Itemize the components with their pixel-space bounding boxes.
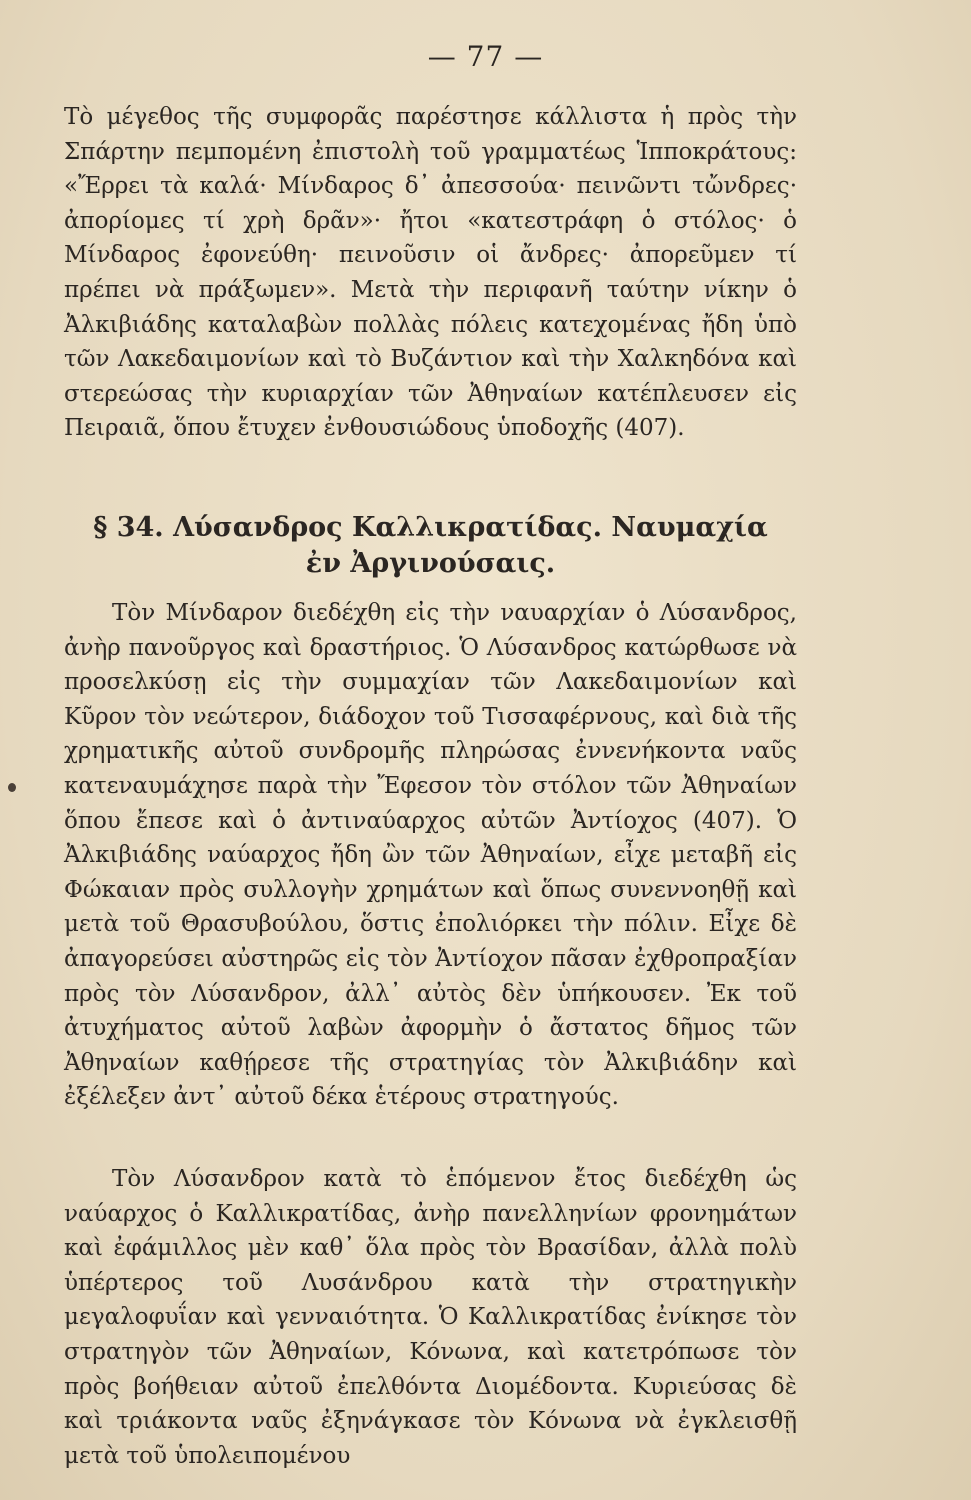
paragraph-1: Τὸ μέγεθος τῆς συμφορᾶς παρέστησε κάλλιστα ἡ πρὸς τὴν Σπάρτην πεμπομένη ἐπιστολὴ τοῦ γραμματέως Ἱπποκράτους: «Ἔρρει τὰ καλά· Μίνδαρος δ᾽ ἀπεσσούα· πεινῶντι τὤνδρες· ἀπορίομες τί χρὴ δρᾶν»· ἤτοι «κατεστράφη ὁ στόλος· ὁ Μίνδαρος ἐφονεύθη· πεινοῦσιν οἱ ἄνδρες· ἀπορεῦμεν τί πρέπει νὰ πράξωμεν». Μετὰ τὴν περιφανῆ ταύτην νίκην ὁ Ἀλκιβιάδης καταλαβὼν πολλὰς πόλεις κατεχομένας ἤδη ὑπὸ τῶν Λακεδαιμονίων καὶ τὸ Βυζάντιον καὶ τὴν Χαλκηδόνα καὶ στερεώσας τὴν κυριαρχίαν τῶν Ἀθηναίων κατέπλευσεν εἰς Πειραιᾶ, ὅπου ἔτυχεν ἐνθουσιώδους ὑποδοχῆς (407). (64, 104, 797, 442)
ink-spot (8, 783, 16, 792)
paragraph-2: Τὸν Μίνδαρον διεδέχθη εἰς τὴν ναυαρχίαν ὁ Λύσανδρος, ἀνὴρ πανοῦργος καὶ δραστήριος. Ὁ Λύσανδρος κατώρθωσε νὰ προσελκύσῃ εἰς τὴν συμμαχίαν τῶν Λακεδαιμονίων καὶ Κῦρον τὸν νεώτερον, διάδοχον τοῦ Τισσαφέρνους, καὶ διὰ τῆς χρηματικῆς αὐτοῦ συνδρομῆς πληρώσας ἐννενήκοντα ναῦς κατεναυμάχησε παρὰ τὴν Ἔφεσον τὸν στόλον τῶν Ἀθηναίων ὅπου ἔπεσε καὶ ὁ ἀντιναύαρχος αὐτῶν Ἀντίοχος (407). Ὁ Ἀλκιβιάδης ναύαρχος ἤδη ὢν τῶν Ἀθηναίων, εἶχε μεταβῆ εἰς Φώκαιαν πρὸς συλλογὴν χρημάτων καὶ ὅπως συνεννοηθῇ καὶ μετὰ τοῦ Θρασυβούλου, ὅστις ἐπολιόρκει τὴν πόλιν. Εἶχε δὲ ἀπαγορεύσει αὐστηρῶς εἰς τὸν Ἀντίοχον πᾶσαν ἐχθροπραξίαν πρὸς τὸν Λύσανδρον, ἀλλ᾽ αὐτὸς δὲν ὑπήκουσεν. Ἐκ τοῦ ἀτυχήματος αὐτοῦ λαβὼν ἀφορμὴν ὁ ἄστατος δῆμος τῶν Ἀθηναίων καθῄρεσε τῆς στρατηγίας τὸν Ἀλκιβιάδην καὶ ἐξέλεξεν ἀντ᾽ αὐτοῦ δέκα ἑτέρους στρατηγούς. (64, 600, 797, 1111)
paragraph-3: Τὸν Λύσανδρον κατὰ τὸ ἑπόμενον ἔτος διεδέχθη ὡς ναύαρχος ὁ Καλλικρατίδας, ἀνὴρ πανελληνίων φρονημάτων καὶ ἐφάμιλλος μὲν καθ᾽ ὅλα πρὸς τὸν Βρασίδαν, ἀλλὰ πολὺ ὑπέρτερος τοῦ Λυσάνδρου κατὰ τὴν στρατηγικὴν μεγαλοφυΐαν καὶ γενναιότητα. Ὁ Καλλικρατίδας ἐνίκησε τὸν στρατηγὸν τῶν Ἀθηναίων, Κόνωνα, καὶ κατετρόπωσε τὸν πρὸς βοήθειαν αὐτοῦ ἐπελθόντα Διομέδοντα. Κυριεύσας δὲ καὶ τριάκοντα ναῦς ἐξηνάγκασε τὸν Κόνωνα νὰ ἐγκλεισθῇ μετὰ τοῦ ὑπολειπομένου (64, 1166, 797, 1469)
section-heading-line-2: ἐν Ἀργινούσαις. (305, 548, 556, 579)
section-heading-line-1: § 34. Λύσανδρος Καλλικρατίδας. Ναυμαχία (93, 512, 768, 543)
section-heading (64, 510, 797, 582)
page-number: — 77 — (427, 40, 544, 73)
